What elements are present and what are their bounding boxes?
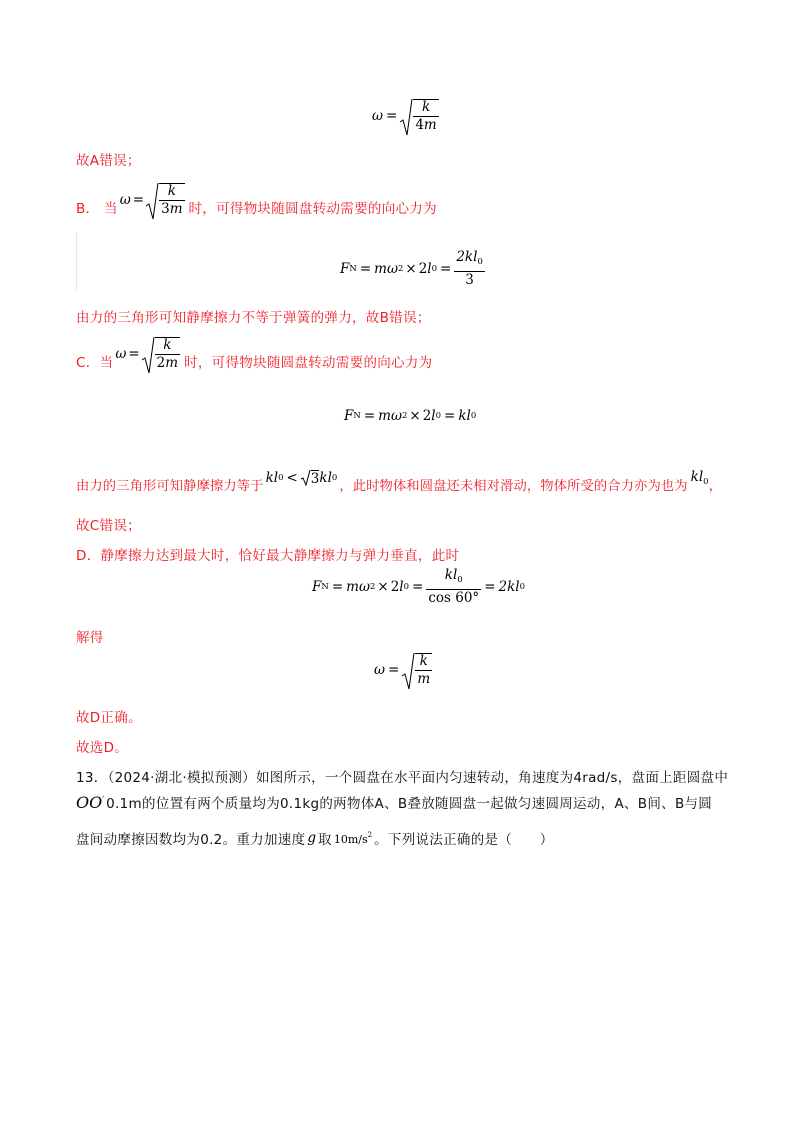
equation-FN-D bbox=[312, 568, 525, 606]
fraction-denominator: m bbox=[417, 671, 431, 687]
result-kl: kl bbox=[458, 408, 471, 424]
radical-sign bbox=[146, 182, 159, 220]
superscript-2: 2 bbox=[401, 411, 408, 421]
equals-sign: = bbox=[484, 579, 496, 595]
fraction-denominator: 3 bbox=[465, 272, 474, 288]
text-C-wrong: 故C错误； bbox=[76, 518, 141, 534]
length-symbol: l bbox=[427, 261, 432, 277]
gravity-symbol: g bbox=[307, 830, 317, 846]
subscript-0: 0 bbox=[703, 477, 709, 487]
omega-B-expression bbox=[120, 182, 185, 217]
coefficient-2: 2 bbox=[422, 408, 432, 424]
math-kl: kl bbox=[690, 469, 704, 485]
equals-sign: = bbox=[444, 408, 456, 424]
fraction-numerator: kl bbox=[444, 567, 458, 583]
option-C-line bbox=[76, 336, 432, 371]
equation-omega-D bbox=[374, 652, 432, 687]
denominator-var: m bbox=[169, 201, 183, 217]
sqrt-3 bbox=[301, 469, 320, 487]
fraction-numerator: 2kl bbox=[456, 249, 478, 265]
equation-FN-B bbox=[340, 250, 485, 288]
math-kl: kl bbox=[265, 470, 279, 486]
subscript-0: 0 bbox=[457, 575, 463, 585]
option-C-prefix: C．当 bbox=[76, 354, 114, 371]
result-2kl: 2kl bbox=[498, 579, 520, 595]
option-C-suffix: 时，可得物块随圆盘转动需要的向心力为 bbox=[184, 354, 433, 371]
sqrt-expression bbox=[400, 98, 438, 133]
fraction-numerator: k bbox=[159, 184, 184, 201]
denominator-coef: 4 bbox=[415, 117, 424, 133]
less-than-sign: < bbox=[286, 470, 298, 486]
axis-label: OO bbox=[76, 792, 103, 812]
axis-OO bbox=[76, 793, 104, 812]
superscript-2: 2 bbox=[397, 264, 404, 274]
question-13-line2-text: 0.1m的位置有两个质量均为0.1kg的两物体A、B叠放随圆盘一起做匀速圆周运动，A、B间、B与圆 bbox=[106, 796, 713, 812]
times-sign: × bbox=[377, 579, 389, 595]
fraction-numerator: k bbox=[415, 654, 432, 671]
equals-sign: = bbox=[412, 579, 424, 595]
subscript-N: N bbox=[321, 582, 329, 592]
left-margin-rule bbox=[76, 232, 77, 290]
denominator-coef: 2 bbox=[156, 355, 166, 371]
question-13-line3-text2: 取 bbox=[318, 832, 332, 848]
subscript-0: 0 bbox=[477, 257, 483, 267]
sqrt-expression bbox=[146, 182, 184, 217]
question-13-line2 bbox=[76, 792, 712, 812]
equals-sign: = bbox=[331, 579, 344, 595]
reason-text-2: ，此时物体和圆盘还未相对滑动，物体所受的合力亦为也为 bbox=[339, 478, 688, 494]
mass-symbol: m bbox=[346, 579, 359, 595]
text-A-wrong: 故A错误； bbox=[76, 153, 141, 169]
subscript-0: 0 bbox=[403, 582, 410, 592]
omega-symbol: ω bbox=[372, 107, 384, 124]
subscript-N: N bbox=[349, 264, 357, 274]
option-B-line bbox=[76, 182, 437, 217]
subscript-N: N bbox=[353, 411, 361, 421]
fraction-numerator: k bbox=[413, 100, 438, 117]
mass-symbol: m bbox=[378, 408, 391, 424]
equation-FN-C bbox=[344, 408, 476, 424]
equals-sign: = bbox=[440, 261, 452, 277]
superscript-2: 2 bbox=[369, 582, 376, 592]
option-C-reason-line bbox=[76, 462, 722, 494]
subscript-0: 0 bbox=[331, 473, 338, 483]
reason-text-1: 由力的三角形可知静摩擦力等于 bbox=[76, 478, 264, 494]
omega-symbol: ω bbox=[119, 191, 131, 208]
fraction bbox=[426, 568, 481, 606]
force-symbol: F bbox=[312, 579, 322, 595]
fraction-numerator: k bbox=[155, 338, 180, 355]
subscript-0: 0 bbox=[435, 411, 442, 421]
gravity-value bbox=[334, 831, 372, 846]
times-sign: × bbox=[409, 408, 421, 424]
radical-sign bbox=[301, 469, 311, 486]
question-13-line1: 13．（2024·湖北·模拟预测）如图所示，一个圆盘在水平面内匀速转动，角速度为4rad/s，盘面上距圆盘中 bbox=[76, 770, 729, 786]
omega-symbol: ω bbox=[386, 261, 398, 277]
fraction-denominator: cos 60° bbox=[428, 590, 480, 606]
force-symbol: F bbox=[344, 408, 354, 424]
superscript-2: 2 bbox=[367, 830, 373, 839]
equals-sign: = bbox=[359, 261, 372, 277]
omega-C-expression bbox=[115, 336, 180, 371]
radicand: 3 bbox=[310, 471, 320, 487]
text-solve: 解得 bbox=[76, 630, 104, 646]
radical-sign bbox=[402, 652, 415, 690]
omega-symbol: ω bbox=[390, 408, 402, 424]
subscript-0: 0 bbox=[431, 264, 438, 274]
subscript-0: 0 bbox=[519, 582, 526, 592]
option-D-text: D．静摩擦力达到最大时，恰好最大静摩擦力与弹力垂直，此时 bbox=[76, 548, 460, 564]
omega-symbol: ω bbox=[374, 661, 386, 678]
text-B-wrong: 由力的三角形可知静摩擦力不等于弹簧的弹力，故B错误； bbox=[76, 310, 431, 326]
math-kl: kl bbox=[319, 470, 332, 486]
denominator-var: m bbox=[165, 355, 179, 371]
gravity-value-text: 10m/s bbox=[333, 832, 368, 846]
omega-symbol: ω bbox=[115, 345, 127, 362]
radical-sign bbox=[400, 98, 413, 136]
text-choose: 故选D。 bbox=[76, 740, 129, 756]
option-B-prefix: B． 当 bbox=[76, 200, 118, 217]
equals-sign: = bbox=[128, 345, 140, 362]
text-D-correct: 故D正确。 bbox=[76, 710, 142, 726]
force-symbol: F bbox=[340, 261, 350, 277]
denominator-var: m bbox=[423, 117, 437, 133]
sqrt-expression bbox=[142, 336, 180, 371]
mass-symbol: m bbox=[374, 261, 387, 277]
reason-text-3: ， bbox=[708, 478, 723, 494]
length-symbol: l bbox=[431, 408, 436, 424]
subscript-0: 0 bbox=[470, 411, 477, 421]
times-sign: × bbox=[405, 261, 417, 277]
equation-omega-A bbox=[372, 98, 439, 133]
question-13-line3-text3: 。下列说法正确的是（ ） bbox=[374, 832, 554, 848]
radical-sign bbox=[142, 336, 155, 374]
inequality-expression bbox=[266, 469, 338, 487]
coefficient-2: 2 bbox=[390, 579, 400, 595]
length-symbol: l bbox=[399, 579, 404, 595]
question-13-line3 bbox=[76, 828, 554, 848]
math-kl-end bbox=[691, 469, 709, 487]
fraction bbox=[454, 250, 485, 288]
equals-sign: = bbox=[388, 661, 400, 678]
prime-mark: ′ bbox=[102, 794, 105, 805]
equals-sign: = bbox=[132, 191, 145, 208]
denominator-coef: 3 bbox=[161, 201, 170, 217]
equals-sign: = bbox=[386, 107, 398, 124]
omega-symbol: ω bbox=[358, 579, 370, 595]
question-13-line3-text1: 盘间动摩擦因数均为0.2。重力加速度 bbox=[76, 832, 306, 848]
subscript-0: 0 bbox=[278, 473, 284, 483]
equals-sign: = bbox=[363, 408, 376, 424]
sqrt-expression bbox=[402, 652, 432, 687]
coefficient-2: 2 bbox=[418, 261, 428, 277]
option-B-suffix: 时，可得物块随圆盘转动需要的向心力为 bbox=[188, 200, 437, 217]
